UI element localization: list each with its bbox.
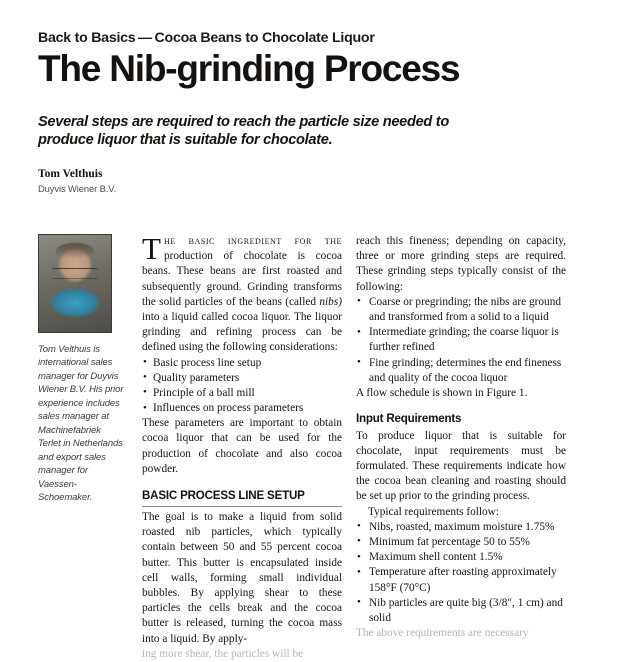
basic-process-paragraph: The goal is to make a liquid from solid roasted nib particles, which typically contain between 50 and 55 percent cocoa butter. This butter is encapsulated inside cell walls, forming small individual bubbles. By applying shear to these particles the cells break and the cocoa butter is released, turning the cocoa mass into a liquid. By apply- xyxy=(142,511,342,645)
author-bio-caption: Tom Velthuis is international sales manager for Duyvis Wiener B.V. His prior experience includes sales manager at Machinefabriek Terlet in Netherlands and export sales manager for Vaessen-Schoemaker. xyxy=(38,344,124,504)
bio-column xyxy=(38,234,128,619)
cut-off-line: ing more shear, the particles will be xyxy=(142,647,304,660)
list-item: • Principle of a ball mill xyxy=(142,386,342,401)
section-heading-basic-process-line-setup: BASIC PROCESS LINE SETUP xyxy=(142,488,342,507)
author-portrait-image xyxy=(39,235,111,332)
middle-column xyxy=(142,231,342,660)
list-item: • Coarse or pregrinding; the nibs are ground and transformed from a solid to a liquid xyxy=(356,295,566,325)
list-item: • Intermediate grinding; the coarse liquor is further refined xyxy=(356,325,566,355)
considerations-list xyxy=(142,356,342,417)
list-item: • Minimum fat percentage 50 to 55% xyxy=(356,535,566,550)
lead-paragraph: T he basic ingredient for the production of chocolate is cocoa beans. These beans are first roasted and subsequently ground. Grinding transforms the solid particles of the beans (called nibs) into a liquid called cocoa liquor. The liquor grinding and refining process can be defined using the following considerations: xyxy=(142,231,342,354)
lead-text-b: into a liquid called cocoa liquor. The liquor grinding and refining process can be defined using the following considerations: xyxy=(142,310,342,354)
lead-smallcaps: he basic ingredient for the xyxy=(163,235,342,247)
lead-italic-nibs: nibs) xyxy=(319,295,342,308)
requirements-list xyxy=(356,520,566,626)
right-column xyxy=(356,234,566,640)
byline xyxy=(38,168,581,196)
lead-text-a: production of chocolate is cocoa beans. These beans are first roasted and subsequently ground. Grinding transforms the solid particles of the beans (called xyxy=(142,250,342,308)
kicker-text: Back to Basics — Cocoa Beans to Chocolate Liquor xyxy=(38,30,375,46)
cut-off-line: The above requirements are necessary xyxy=(356,627,529,640)
article-deck: Several steps are required to reach the particle size needed to produce liquor that is suitable for chocolate. xyxy=(38,113,449,149)
typical-requirements-lead: Typical requirements follow: xyxy=(368,505,499,518)
list-item: • Fine grinding; determines the end fineness and quality of the cocoa liquor xyxy=(356,356,566,386)
author-organization: Duyvis Wiener B.V. xyxy=(38,183,117,195)
list-item: • Nib particles are quite big (3/8″, 1 cm) and solid xyxy=(356,596,566,626)
list-item: • Influences on process parameters xyxy=(142,401,342,416)
list-item: • Temperature after roasting approximately 158°F (70°C) xyxy=(356,565,566,595)
input-requirements-paragraph: To produce liquor that is suitable for chocolate, input requirements must be formulated. These requirements indicate how the cocoa bean cleaning and roasting should be set up prior to the grinding process. xyxy=(356,429,566,503)
masthead xyxy=(38,0,581,196)
list-item: • Quality parameters xyxy=(142,371,342,386)
list-item: • Maximum shell content 1.5% xyxy=(356,550,566,565)
author-photo xyxy=(38,234,112,333)
section-heading-input-requirements: Input Requirements xyxy=(356,412,462,426)
after-bullets-paragraph: These parameters are important to obtain cocoa liquor that can be used for the production of chocolate and also cocoa powder. xyxy=(142,417,342,475)
list-item: • Nibs, roasted, maximum moisture 1.75% xyxy=(356,520,566,535)
author-name: Tom Velthuis xyxy=(38,167,103,180)
page-title: The Nib-grinding Process xyxy=(38,48,460,90)
grinding-steps-list xyxy=(356,295,566,386)
article-columns xyxy=(38,231,581,660)
figure-reference: A flow schedule is shown in Figure 1. xyxy=(356,386,528,399)
list-item: • Basic process line setup xyxy=(142,356,342,371)
continued-paragraph: reach this fineness; depending on capacity, three or more grinding steps are required. These grinding steps typically consist of the following: xyxy=(356,235,566,293)
